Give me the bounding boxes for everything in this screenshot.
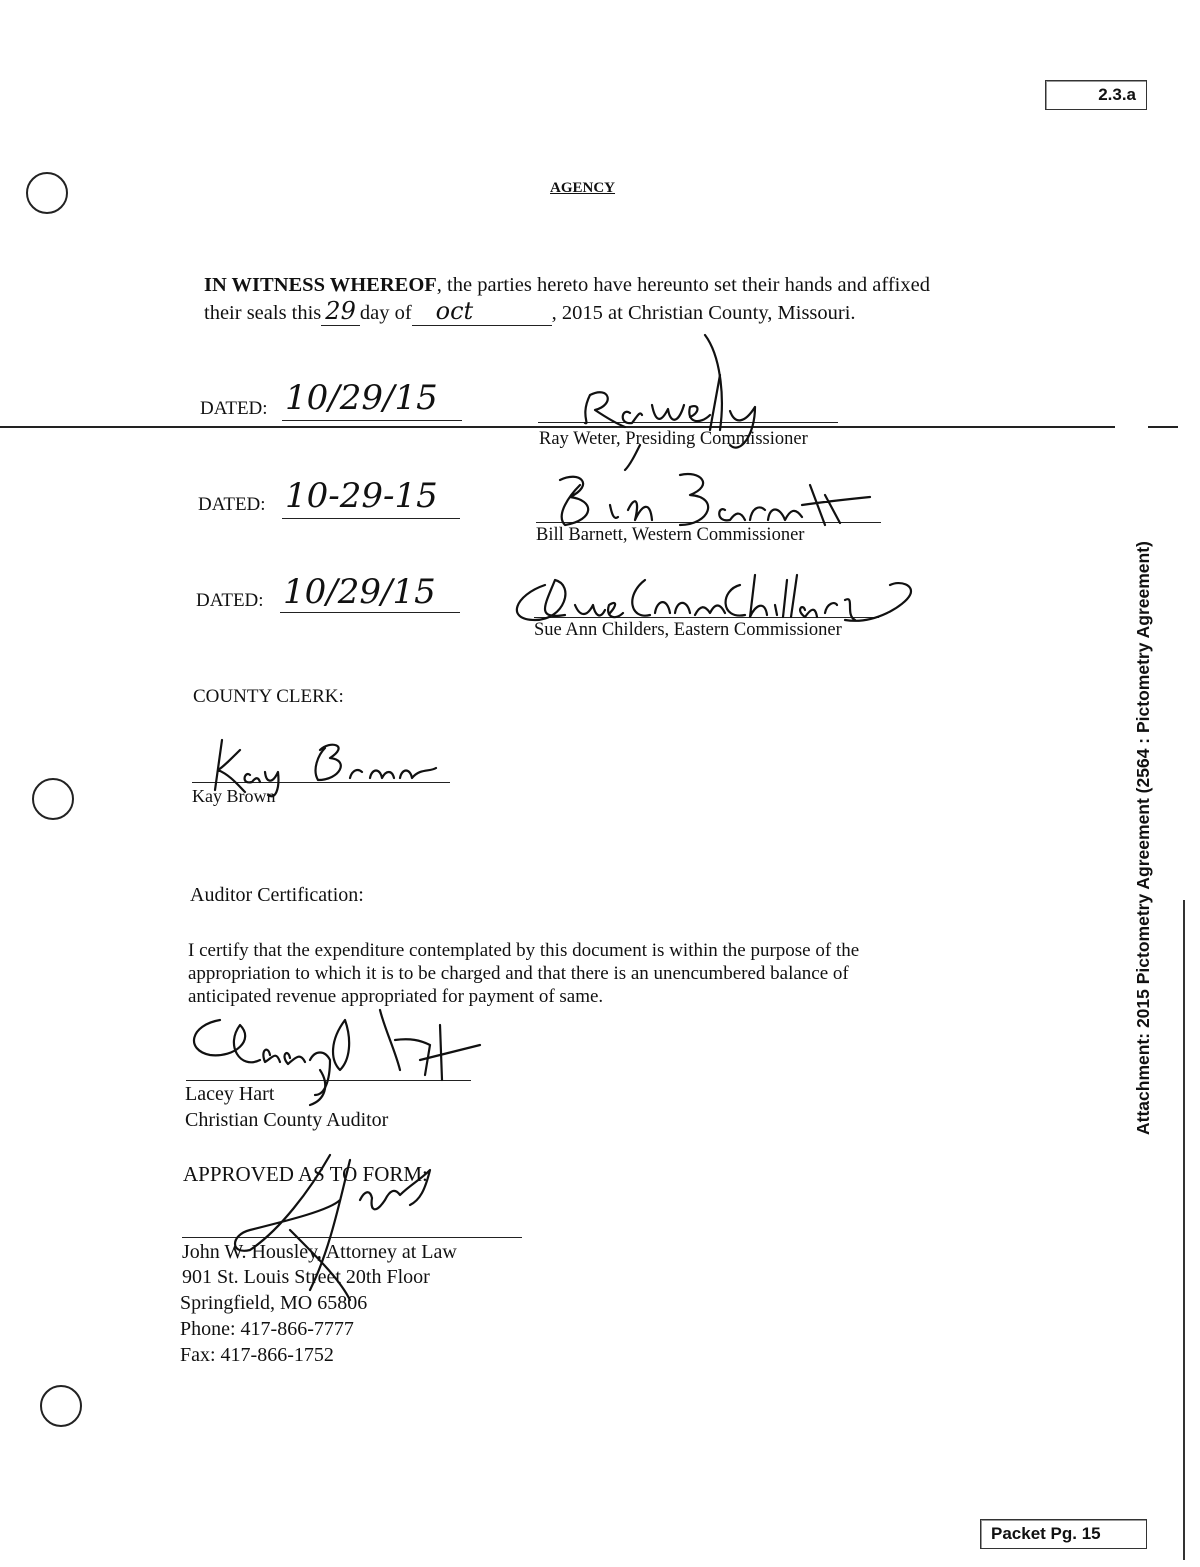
- auditor-title: Christian County Auditor: [185, 1109, 389, 1131]
- witness-day: 29: [321, 297, 360, 326]
- witness-line-2-a: their seals this: [204, 302, 322, 324]
- dated-label-3: DATED:: [196, 590, 264, 611]
- witness-line-2-c: , 2015 at Christian County, Missouri.: [551, 302, 856, 324]
- date-handwritten-1: 10/29/15: [285, 378, 438, 418]
- attorney-phone: Phone: 417-866-7777: [180, 1318, 354, 1340]
- auditor-text-line-2: appropriation to which it is to be charged and that there is an unencumbered balance of: [188, 963, 849, 984]
- date-line-2: [282, 518, 460, 519]
- punch-hole-top: [26, 172, 68, 214]
- side-attachment-label: Attachment: 2015 Pictometry Agreement (2564 : Pictometry Agreement): [1133, 541, 1153, 1135]
- date-handwritten-3: 10/29/15: [283, 572, 436, 612]
- witness-lead: IN WITNESS WHEREOF: [204, 274, 437, 296]
- date-handwritten-2: 10-29-15: [285, 476, 438, 516]
- auditor-text-line-1: I certify that the expenditure contemplated by this document is within the purpose of the: [188, 940, 860, 961]
- witness-line-1: [204, 274, 930, 297]
- county-clerk-label: COUNTY CLERK:: [193, 686, 344, 707]
- witness-line-2-b: day of: [359, 302, 412, 324]
- attorney-line-1: John W. Housley, Attorney at Law: [182, 1241, 457, 1263]
- auditor-name: Lacey Hart: [185, 1083, 275, 1105]
- witness-line-2: [204, 297, 856, 326]
- right-border-line: [1183, 900, 1185, 1560]
- stamp-top: 2.3.a: [1045, 80, 1147, 110]
- county-clerk-name: Kay Brown: [192, 786, 276, 806]
- witness-month: oct: [412, 297, 552, 326]
- punch-hole-bottom: [40, 1385, 82, 1427]
- signer-name-2: Bill Barnett, Western Commissioner: [536, 525, 805, 545]
- date-line-1: [282, 420, 462, 421]
- attorney-line-2: 901 St. Louis Street 20th Floor: [182, 1266, 430, 1288]
- approved-label: APPROVED AS TO FORM:: [183, 1162, 428, 1186]
- dated-label-1: DATED:: [200, 398, 268, 419]
- page-title: AGENCY: [550, 180, 616, 196]
- stamp-packet-page: Packet Pg. 15: [980, 1519, 1147, 1549]
- witness-line-1-rest: , the parties hereto have hereunto set their hands and affixed: [436, 274, 930, 296]
- scan-line-right: [1148, 426, 1178, 428]
- dated-label-2: DATED:: [198, 494, 266, 515]
- signer-name-1: Ray Weter, Presiding Commissioner: [539, 429, 808, 449]
- scan-line: [0, 426, 1115, 428]
- signature-ray-weter: [560, 335, 780, 475]
- auditor-text-line-3: anticipated revenue appropriated for payment of same.: [188, 986, 604, 1007]
- signer-name-3: Sue Ann Childers, Eastern Commissioner: [534, 620, 842, 640]
- auditor-heading: Auditor Certification:: [190, 884, 364, 906]
- punch-hole-middle: [32, 778, 74, 820]
- attorney-fax: Fax: 417-866-1752: [180, 1344, 334, 1366]
- date-line-3: [280, 612, 460, 613]
- attorney-line-3: Springfield, MO 65806: [180, 1292, 368, 1314]
